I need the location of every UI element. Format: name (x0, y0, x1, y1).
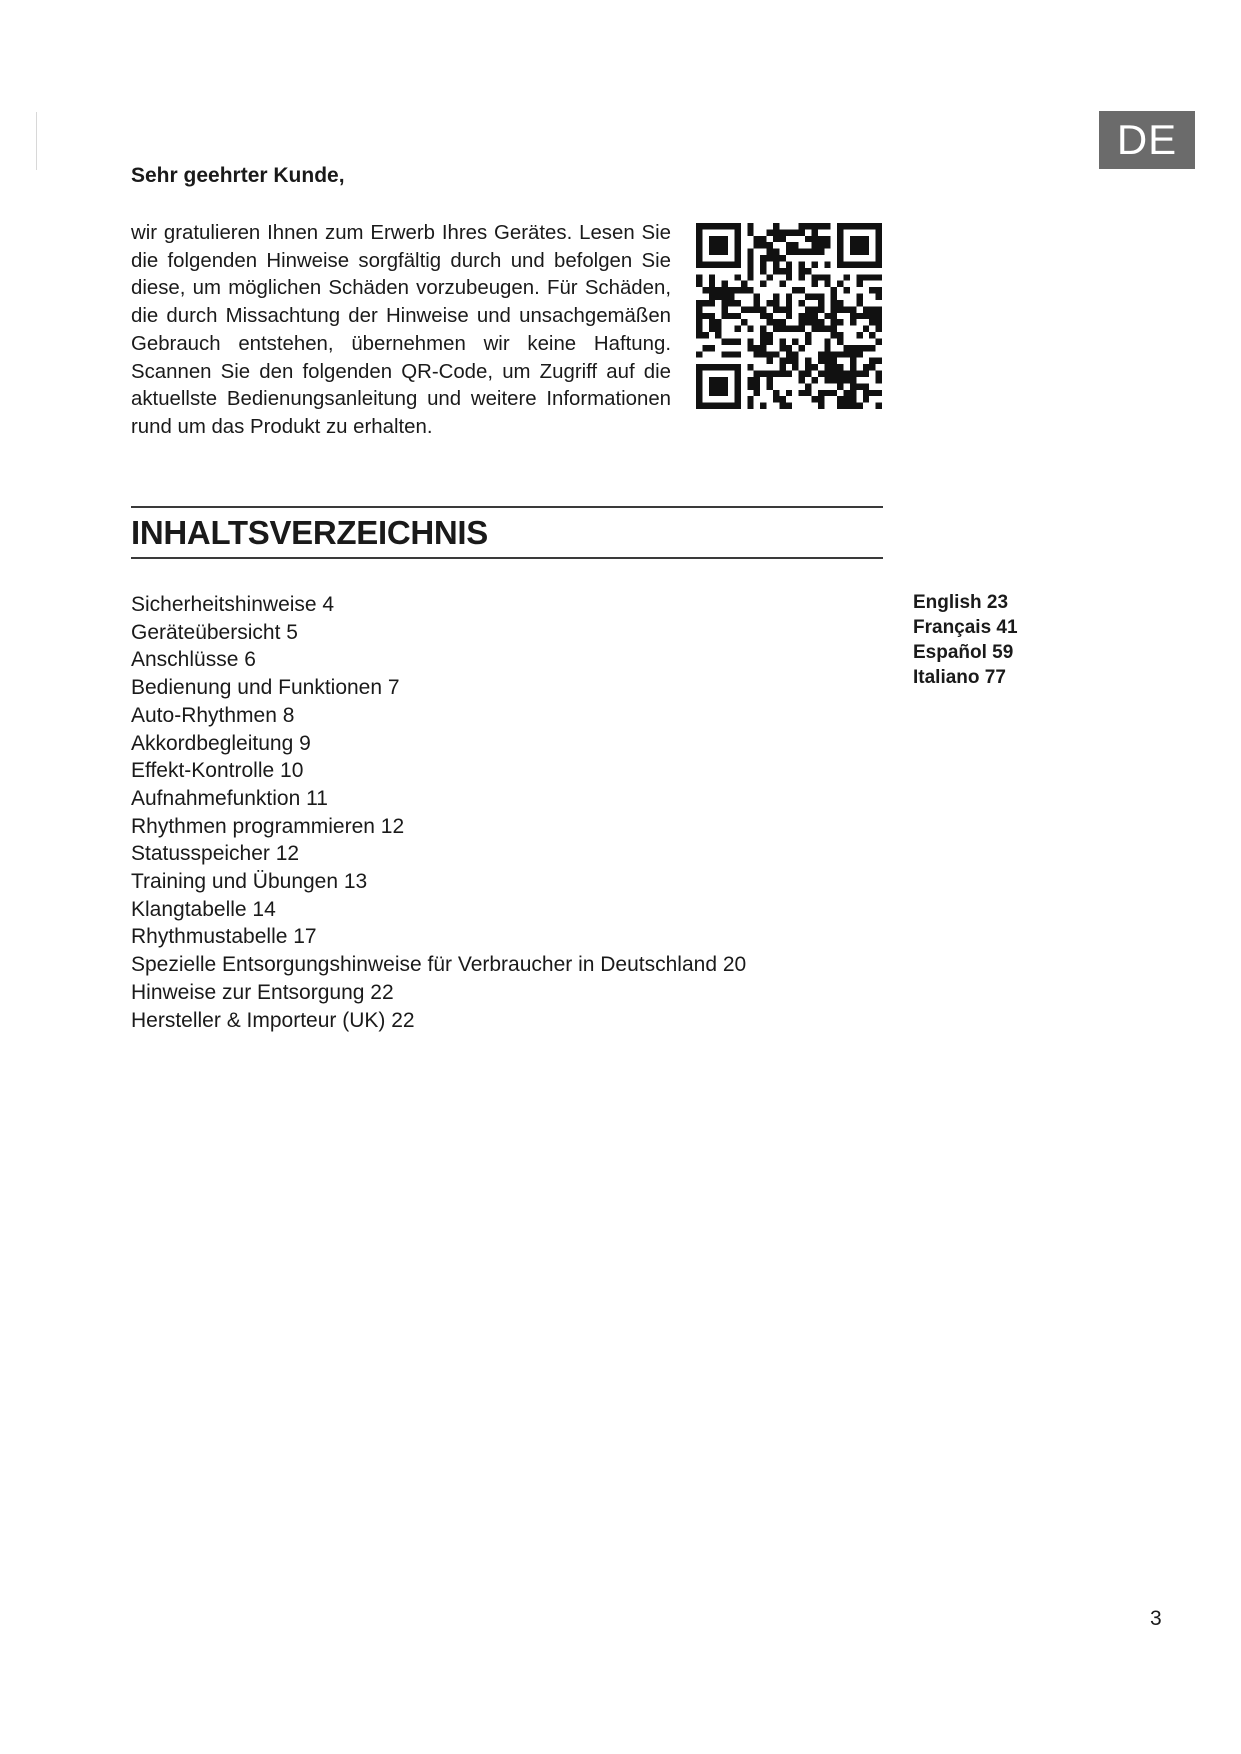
margin-rule (36, 112, 37, 170)
toc-item[interactable]: Aufnahmefunktion 11 (131, 786, 328, 810)
toc-rule-top (131, 506, 883, 508)
toc-item[interactable]: Klangtabelle 14 (131, 897, 276, 921)
qr-code-icon[interactable] (696, 223, 882, 409)
page-number: 3 (1150, 1607, 1162, 1630)
toc-rule-bottom (131, 557, 883, 559)
toc-item[interactable]: Bedienung und Funktionen 7 (131, 676, 400, 700)
toc-item[interactable]: Geräteübersicht 5 (131, 620, 298, 644)
language-link-italian[interactable]: Italiano 77 (913, 667, 1006, 688)
toc-item[interactable]: Akkordbegleitung 9 (131, 731, 311, 755)
toc-item[interactable]: Training und Übungen 13 (131, 870, 368, 894)
toc-item[interactable]: Statusspeicher 12 (131, 842, 300, 866)
toc-item[interactable]: Effekt-Kontrolle 10 (131, 759, 304, 783)
language-link-spanish[interactable]: Español 59 (913, 642, 1014, 663)
toc-item[interactable]: Spezielle Entsorgungshinweise für Verbraucher in Deutschland 20 (131, 953, 747, 977)
language-badge: DE (1099, 111, 1195, 169)
toc-item[interactable]: Hersteller & Importeur (UK) 22 (131, 1008, 415, 1032)
toc-item[interactable]: Rhythmen programmieren 12 (131, 814, 405, 838)
toc-title: INHALTSVERZEICHNIS (131, 514, 489, 551)
intro-paragraph: wir gratulieren Ihnen zum Erwerb Ihres Gerätes. Lesen Sie die folgenden Hinweise sorgfältig durch und befolgen Sie diese, um möglichen Schäden vorzubeugen. Für Schäden, die durch Missachtung der Hinweise und unsachgemäßen Gebrauch entstehen, übernehmen wir keine Haftung. Scannen Sie den folgenden QR-Code, um Zugriff auf die aktuellste Bedienungsanleitung und weitere Informationen rund um das Produkt zu erhalten. (131, 222, 671, 438)
toc-item[interactable]: Hinweise zur Entsorgung 22 (131, 980, 394, 1004)
language-link-french[interactable]: Français 41 (913, 617, 1018, 638)
language-link-english[interactable]: English 23 (913, 592, 1009, 613)
greeting: Sehr geehrter Kunde, (131, 164, 345, 187)
toc-item[interactable]: Sicherheitshinweise 4 (131, 593, 335, 616)
language-index (913, 590, 1018, 690)
toc-item[interactable]: Auto-Rhythmen 8 (131, 703, 295, 727)
toc-item[interactable]: Rhythmustabelle 17 (131, 925, 317, 949)
toc-list (131, 591, 746, 1034)
toc-item[interactable]: Anschlüsse 6 (131, 648, 256, 672)
